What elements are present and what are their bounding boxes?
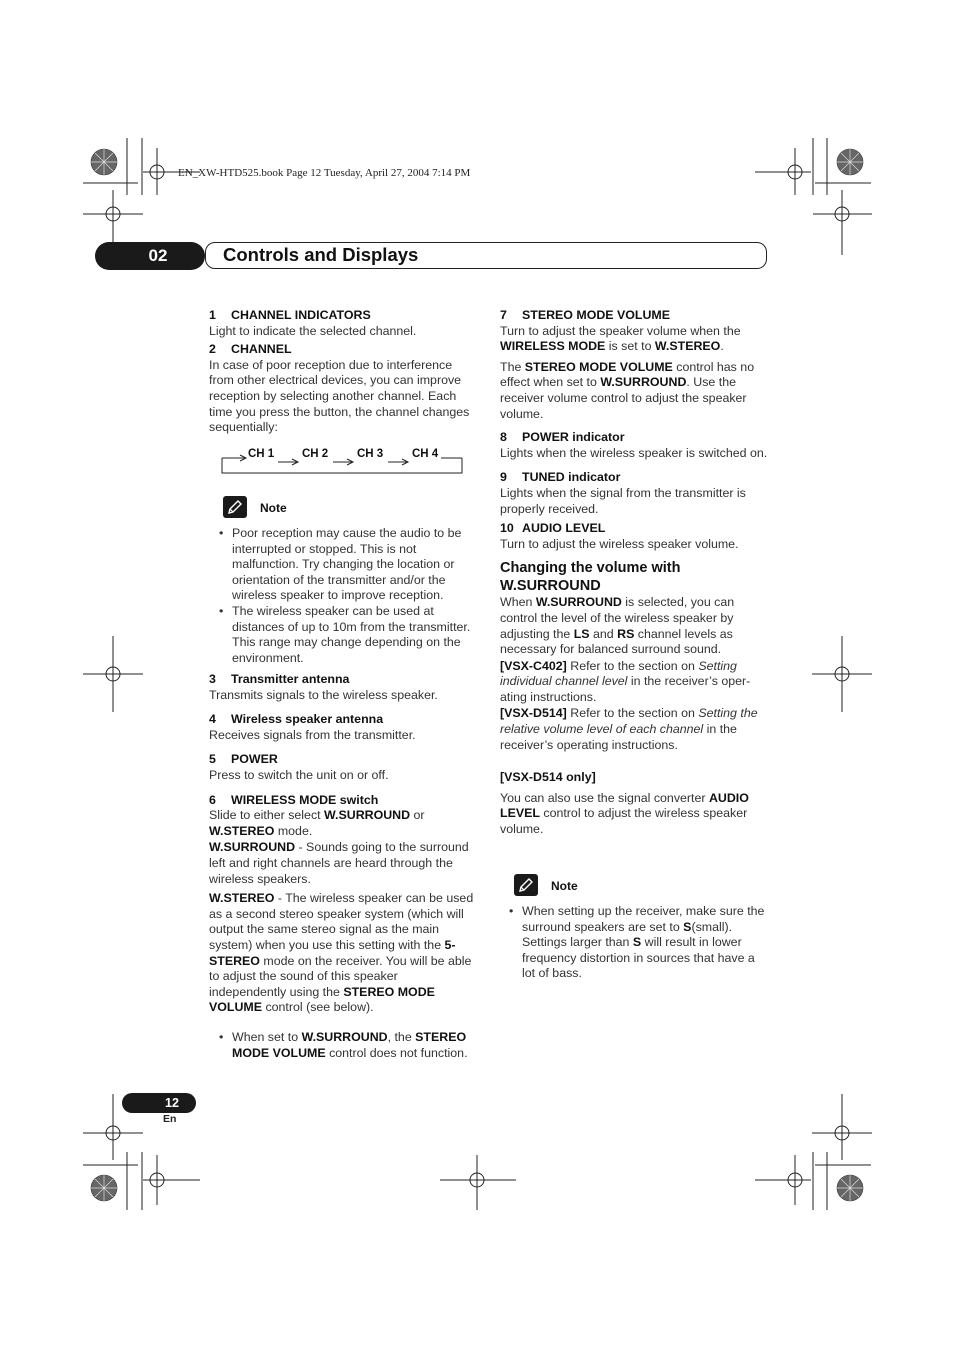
- item-body: Lights when the wireless speaker is switched on.: [500, 445, 768, 460]
- diagram-label-ch1: CH 1: [248, 448, 275, 460]
- item-body: The STEREO MODE VOLUME control has no effect when set to W.SURROUND. Use the receiver volume control to adjust the speaker volume.: [500, 359, 755, 421]
- item-heading: 3 Transmitter antenna: [209, 672, 350, 686]
- page-title: Controls and Displays: [223, 244, 419, 265]
- left-column-top: [209, 308, 477, 436]
- vsx-only-heading: [VSX-D514 only]: [500, 770, 596, 785]
- vsx-d514-paragraph: [VSX-D514] Refer to the section on Setting the relative volume level of each channel in the receiver’s operating instructions.: [500, 706, 758, 752]
- item-heading: 8 POWER indicator: [500, 430, 625, 445]
- item-heading: 5 POWER: [209, 752, 278, 767]
- note-bullet: • Poor reception may cause the audio to be interrupted or stopped. This is not malfunction. Try changing the location or orientation of the transmitter and/or the wireless speaker to improve reception.: [219, 526, 462, 603]
- diagram-label-ch2: CH 2: [302, 448, 329, 460]
- note-pencil-icon: [514, 874, 538, 896]
- item-heading: 10 AUDIO LEVEL: [500, 521, 606, 536]
- item-body: Turn to adjust the wireless speaker volume.: [500, 536, 739, 551]
- diagram-label-ch3: CH 3: [357, 448, 384, 460]
- item-body: Lights when the signal from the transmitter is properly received.: [500, 485, 746, 516]
- right-column: [500, 308, 768, 838]
- section-heading: Changing the volume with: [500, 560, 681, 577]
- note-bullet: • The wireless speaker can be used at distances of up to 10m from the transmitter. This range may change depending on the environment.: [219, 604, 471, 665]
- note-label: Note: [260, 501, 287, 515]
- item-body: Turn to adjust the speaker volume when the WIRELESS MODE is set to W.STEREO.: [500, 323, 741, 354]
- item-body: Light to indicate the selected channel.: [209, 323, 417, 338]
- w-stereo-paragraph: W.STEREO - The wireless speaker can be used as a second stereo speaker system (which will output the same stereo signal as the main system) when you use this setting with the 5-STEREO mode on the receiver. You will be able to adjust the sound of this speaker independently using the STEREO MODE VOLUME control (see below).: [209, 891, 474, 1015]
- diagram-label-ch4: CH 4: [412, 448, 439, 460]
- audio-level-paragraph: You can also use the signal converter AUDIO LEVEL control to adjust the wireless speaker volume.: [500, 790, 749, 837]
- vsx-c402-paragraph: [VSX-C402] Refer to the section on Setting individual channel level in the receiver’s oper-ating instructions.: [500, 658, 751, 704]
- note-label: Note: [551, 879, 578, 893]
- language-code: En: [163, 1113, 177, 1125]
- chapter-number: 02: [148, 246, 168, 265]
- item-body: Press to switch the unit on or off.: [209, 767, 389, 782]
- section-heading: W.SURROUND: [500, 578, 601, 595]
- item-body: Receives signals from the transmitter.: [209, 727, 416, 742]
- book-file-line: EN_XW-HTD525.book Page 12 Tuesday, April 27, 2004 7:14 PM: [178, 167, 471, 179]
- item-heading: 9 TUNED indicator: [500, 470, 621, 485]
- item-heading: 6 WIRELESS MODE switch: [209, 792, 379, 807]
- item-heading: 2 CHANNEL: [209, 342, 292, 357]
- item-body: Transmits signals to the wireless speaker.: [209, 687, 438, 702]
- surround-paragraph: When W.SURROUND is selected, you can control the level of the wireless speaker by adjusting the LS and RS channel levels as necessary for balanced surround sound.: [500, 595, 735, 657]
- item-body: In case of poor reception due to interference from other electrical devices, you can improve reception by selecting another channel. Each time you press the button, the channel changes sequentially:: [209, 357, 470, 435]
- page-number: 12: [165, 1096, 179, 1110]
- left-column-items: [209, 672, 477, 1016]
- note-bullet: • When setting up the receiver, make sure the surround speakers are set to S(small). Settings larger than S will result in lower frequency distortion in sources that have a lot of bass.: [509, 904, 765, 981]
- w-surround-paragraph: W.SURROUND - Sounds going to the surround left and right channels are heard through the wireless speakers.: [209, 840, 469, 886]
- item-heading: 7 STEREO MODE VOLUME: [500, 308, 671, 322]
- note-pencil-icon: [223, 496, 247, 518]
- item-heading: 4 Wireless speaker antenna: [209, 712, 384, 727]
- item-heading: 1 CHANNEL INDICATORS: [209, 308, 371, 322]
- mode-paragraph: Slide to either select W.SURROUND or W.STEREO mode.: [209, 808, 425, 838]
- switch-bullet: • When set to W.SURROUND, the STEREO MODE VOLUME control does not function.: [219, 1030, 468, 1060]
